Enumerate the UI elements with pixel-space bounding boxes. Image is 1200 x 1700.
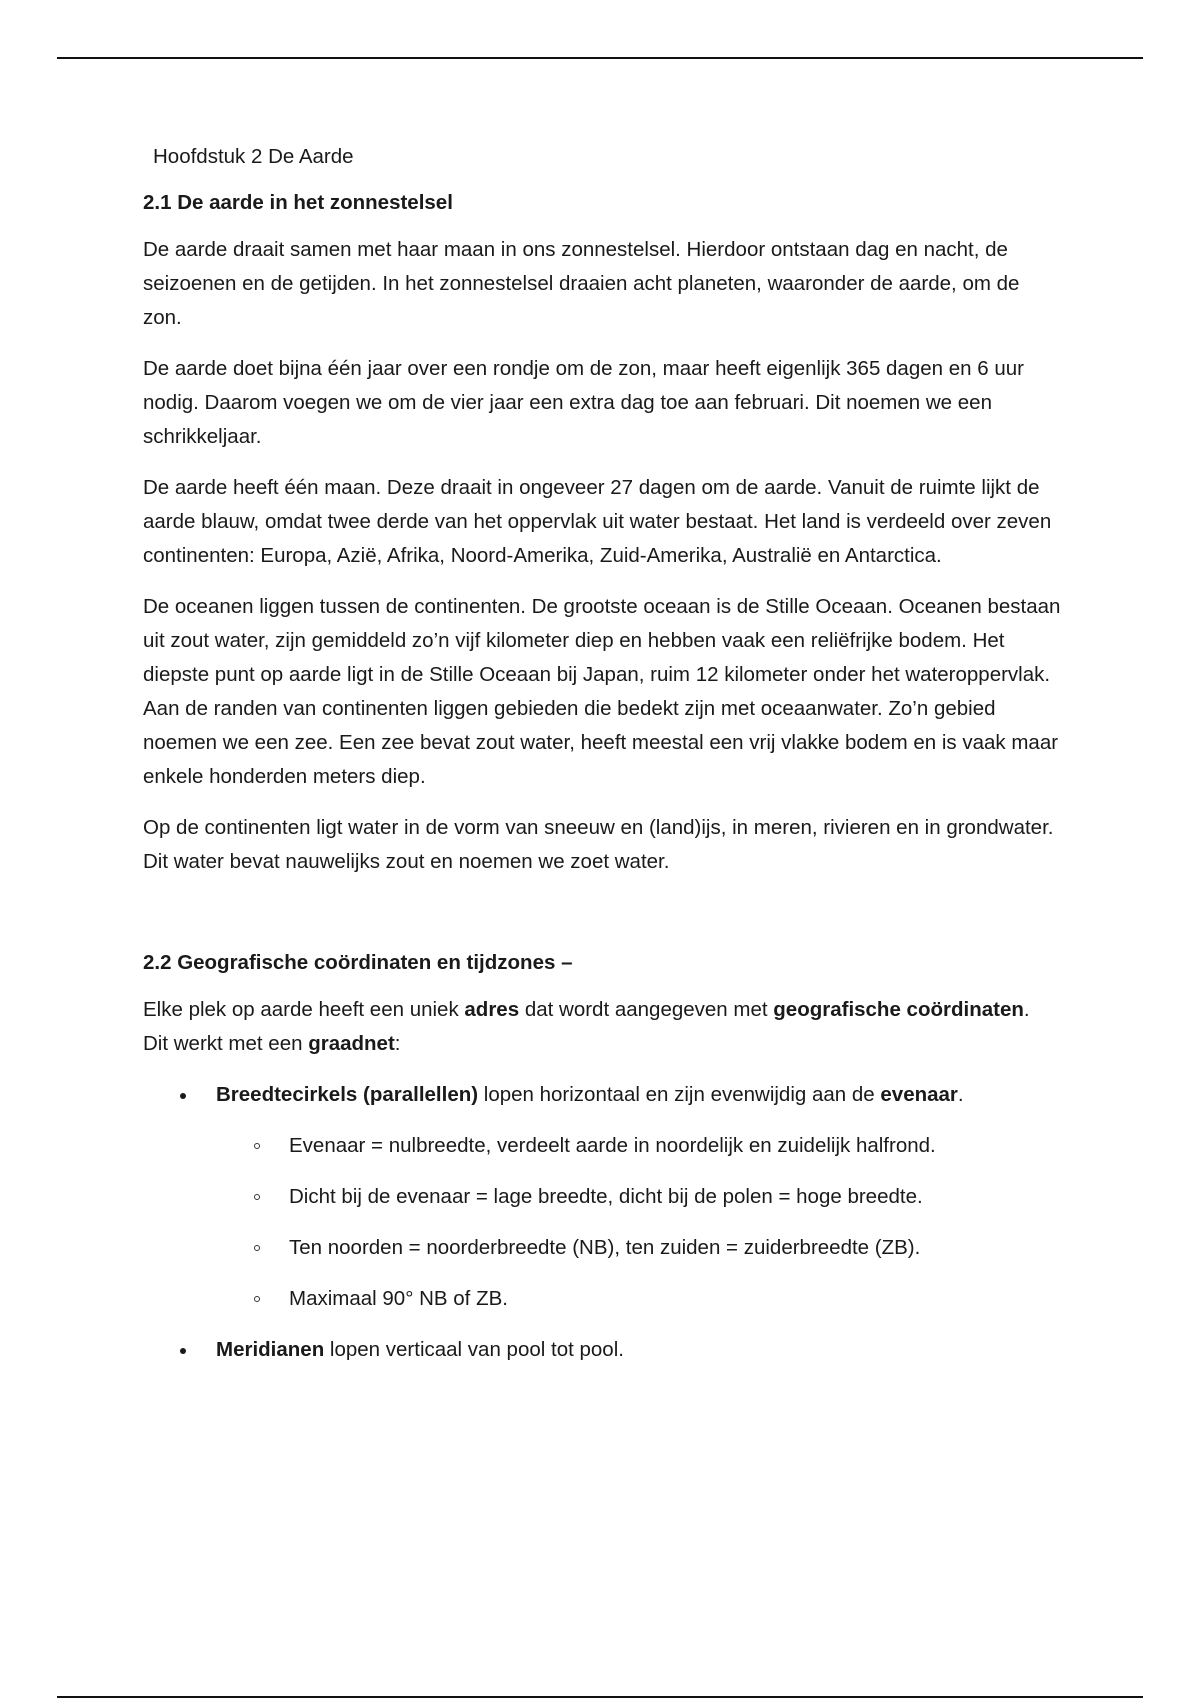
- document-page: [143, 140, 1063, 1384]
- bullet-dot-icon: [180, 1093, 186, 1099]
- footer-rule: [57, 1696, 1143, 1698]
- coordinates-intro: [143, 993, 1063, 1027]
- text-run: .: [1023, 998, 1030, 1021]
- text-run: Dit werkt met een: [143, 1032, 309, 1055]
- text-run: .: [957, 1083, 964, 1106]
- graadnet-line: [143, 1027, 1063, 1061]
- sub-list-item: [289, 1231, 1063, 1265]
- sub-list-item: [289, 1282, 1063, 1316]
- paragraph: Op de continenten ligt water in de vorm van sneeuw en (land)ijs, in meren, rivieren en in grondwater. Dit water bevat nauwelijks zout en noemen we zoet water.: [143, 816, 1054, 873]
- text-run: Elke plek op aarde heeft een uniek: [143, 998, 465, 1021]
- header-rule: [57, 57, 1143, 59]
- section-heading-2-2: 2.2 Geografische coördinaten en tijdzones –: [143, 951, 573, 974]
- section-spacer: [143, 896, 1063, 946]
- sub-item-text: Evenaar = nulbreedte, verdeelt aarde in noordelijk en zuidelijk halfrond.: [289, 1134, 936, 1157]
- circle-bullet-icon: [254, 1245, 260, 1251]
- bold-term-graadnet: graadnet: [308, 1032, 395, 1055]
- sub-bullet-list: [216, 1129, 1063, 1316]
- text-run: lopen horizontaal en zijn evenwijdig aan de: [478, 1083, 881, 1106]
- text-run: :: [394, 1032, 401, 1055]
- circle-bullet-icon: [254, 1194, 260, 1200]
- chapter-title: Hoofdstuk 2 De Aarde: [153, 145, 354, 168]
- bold-term-geografische-coordinaten: geografische coördinaten: [773, 998, 1024, 1021]
- circle-bullet-icon: [254, 1143, 260, 1149]
- circle-bullet-icon: [254, 1296, 260, 1302]
- text-run: lopen verticaal van pool tot pool.: [324, 1338, 624, 1361]
- sub-list-item: [289, 1180, 1063, 1214]
- bullet-dot-icon: [180, 1348, 186, 1354]
- sub-item-text: Ten noorden = noorderbreedte (NB), ten zuiden = zuiderbreedte (ZB).: [289, 1236, 921, 1259]
- bold-term-breedtecirkels: Breedtecirkels (parallellen): [216, 1083, 479, 1106]
- text-run: dat wordt aangegeven met: [519, 998, 774, 1021]
- paragraph: De oceanen liggen tussen de continenten. De grootste oceaan is de Stille Oceaan. Oceanen bestaan uit zout water, zijn gemiddeld zo’n vijf kilometer diep en hebben vaak een reliëfrijke bodem. Het diepste punt op aarde ligt in de Stille Oceaan bij Japan, ruim 12 kilometer onder het wateroppervlak. Aan de randen van continenten liggen gebieden die bedekt zijn met oceaanwater. Zo’n gebied noemen we een zee. Een zee bevat zout water, heeft meestal een vrij vlakke bodem en is vaak maar enkele honderden meters diep.: [143, 595, 1061, 788]
- bold-term-evenaar: evenaar: [880, 1083, 958, 1106]
- bold-term-adres: adres: [464, 998, 520, 1021]
- section-heading-2-1: 2.1 De aarde in het zonnestelsel: [143, 191, 453, 214]
- sub-list-item: [289, 1129, 1063, 1163]
- bold-term-meridianen: Meridianen: [216, 1338, 325, 1361]
- sub-item-text: Dicht bij de evenaar = lage breedte, dicht bij de polen = hoge breedte.: [289, 1185, 923, 1208]
- bullet-list: [143, 1078, 1063, 1367]
- sub-item-text: Maximaal 90° NB of ZB.: [289, 1287, 508, 1310]
- paragraph: De aarde doet bijna één jaar over een rondje om de zon, maar heeft eigenlijk 365 dagen en 6 uur nodig. Daarom voegen we om de vier jaar een extra dag toe aan februari. Dit noemen we een schrikkeljaar.: [143, 357, 1024, 448]
- list-item-meridianen: [216, 1333, 1063, 1367]
- paragraph: De aarde draait samen met haar maan in ons zonnestelsel. Hierdoor ontstaan dag en nacht, de seizoenen en de getijden. In het zonnestelsel draaien acht planeten, waaronder de aarde, om de zon.: [143, 238, 1020, 329]
- paragraph: De aarde heeft één maan. Deze draait in ongeveer 27 dagen om de aarde. Vanuit de ruimte lijkt de aarde blauw, omdat twee derde van het oppervlak uit water bestaat. Het land is verdeeld over zeven continenten: Europa, Azië, Afrika, Noord-Amerika, Zuid-Amerika, Australië en Antarctica.: [143, 476, 1052, 567]
- list-item-breedtecirkels: [216, 1078, 1063, 1316]
